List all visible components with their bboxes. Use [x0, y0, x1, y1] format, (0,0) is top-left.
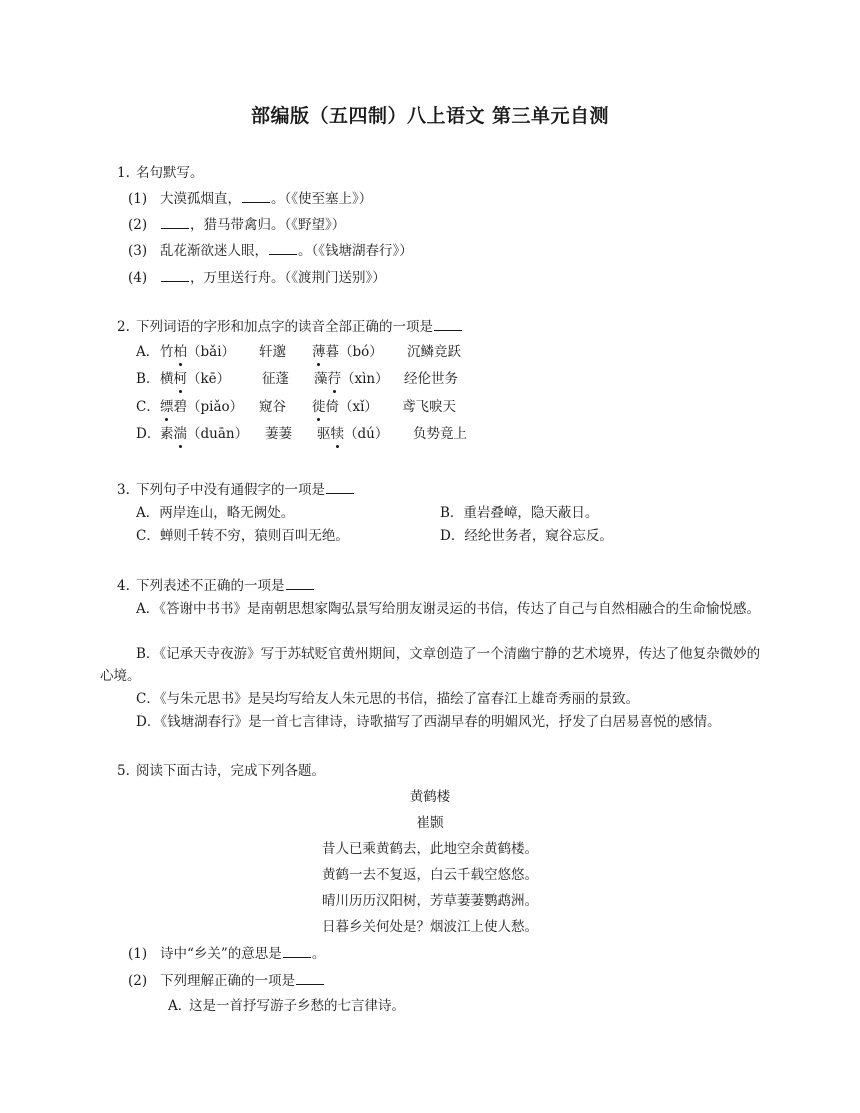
sub-number: (4) — [128, 270, 148, 286]
option-label: A． — [136, 601, 160, 617]
answer-blank[interactable] — [286, 577, 314, 590]
option-text: 蝉则千转不穷，猿则百叫无绝。 — [159, 528, 349, 544]
answer-blank[interactable] — [296, 972, 324, 985]
answer-blank[interactable] — [242, 190, 270, 203]
q4-option-d[interactable] — [100, 711, 768, 733]
poem-line: 黄鹤一去不复返，白云千载空悠悠。 — [322, 867, 538, 883]
option-label: A． — [168, 998, 192, 1014]
option-text: 重岩叠嶂，隐天蔽日。 — [463, 505, 599, 521]
sub-text: 下列理解正确的一项是 — [160, 973, 295, 989]
question-text: 阅读下面古诗，完成下列各题。 — [136, 763, 325, 779]
question-number: 1. — [117, 165, 130, 181]
q4-option-b[interactable] — [100, 643, 768, 687]
word: 征蓬 — [262, 371, 289, 387]
question-text: 下列句子中没有通假字的一项是 — [136, 482, 325, 498]
word-part: （kē） — [187, 371, 231, 387]
word: 窥谷 — [259, 399, 286, 415]
sub-number: (3) — [128, 243, 148, 259]
poem-line: 昔人已乘黄鹤去，此地空余黄鹤楼。 — [322, 841, 538, 857]
word-part: （xìn） — [341, 371, 389, 387]
q3-option-a[interactable] — [136, 503, 294, 523]
option-label: D． — [136, 426, 161, 442]
poem-line: 晴川历历汉阳树，芳草萋萋鹦鹉洲。 — [322, 893, 538, 909]
answer-blank[interactable] — [269, 242, 297, 255]
option-text: 《答谢中书书》是南朝思想家陶弘景写给朋友谢灵运的书信，传达了自己与自然相融合的生命愉悦感。 — [159, 601, 760, 617]
sub-number: (1) — [128, 946, 148, 962]
q3-option-d[interactable] — [440, 526, 613, 546]
sub-text: 。（《钱塘湖春行》） — [298, 243, 413, 259]
sub-number: (2) — [128, 973, 148, 989]
option-text: 《与朱元思书》是吴均写给友人朱元思的书信，描绘了富春江上雄奇秀丽的景致。 — [159, 691, 640, 707]
option-label: A． — [136, 344, 160, 360]
word-part: 驱 — [317, 426, 331, 442]
sub-text: ，万里送行舟。（《渡荆门送别》） — [190, 270, 386, 286]
question-number: 2. — [117, 319, 130, 335]
answer-blank[interactable] — [326, 481, 354, 494]
q3-option-b[interactable] — [440, 503, 598, 523]
q4-option-a[interactable] — [100, 598, 768, 620]
option-label: A． — [136, 505, 160, 521]
word-part: （bǎi） — [187, 344, 236, 360]
word-part: 竹 — [160, 344, 174, 360]
dotted-char: 荇 — [327, 371, 341, 387]
option-label: B． — [440, 505, 464, 521]
dotted-char: 湍 — [173, 426, 187, 442]
word-part: 暮（bó） — [325, 344, 383, 360]
poem-line: 日暮乡关何处是？烟波江上使人愁。 — [322, 919, 538, 935]
word-part: 藻 — [314, 371, 328, 387]
answer-blank[interactable] — [161, 216, 189, 229]
sub-number: (2) — [128, 217, 148, 233]
option-text: 经纶世务者，窥谷忘反。 — [464, 528, 613, 544]
answer-blank[interactable] — [161, 269, 189, 282]
option-label: C． — [136, 528, 160, 544]
word: 沉鳞竞跃 — [407, 344, 461, 360]
question-number: 4. — [117, 578, 130, 594]
poem-title: 黄鹤楼 — [409, 789, 451, 805]
dotted-char: 徙 — [312, 399, 326, 415]
word: 经伦世务 — [404, 371, 458, 387]
sub-text: 诗中“乡关”的意思是 — [160, 946, 282, 962]
sub-text: 。（《使至塞上》） — [271, 191, 373, 207]
option-text: 这是一首抒写游子乡愁的七言律诗。 — [189, 998, 405, 1014]
dotted-char: 柯 — [173, 371, 187, 387]
word: 轩邈 — [259, 344, 286, 360]
word: 鸢飞唳天 — [402, 399, 456, 415]
option-label: B． — [136, 646, 160, 662]
option-label: C． — [136, 399, 160, 415]
q4-option-c[interactable] — [100, 688, 768, 710]
question-text: 下列表述不正确的一项是 — [136, 578, 285, 594]
dotted-char: 薄 — [312, 344, 326, 360]
sub-text: 大漠孤烟直， — [160, 191, 241, 207]
option-label: C． — [136, 691, 160, 707]
word-part: （dú） — [344, 426, 389, 442]
word-part: （duān） — [187, 426, 249, 442]
sub-text: ，猎马带禽归。（《野望》） — [190, 217, 346, 233]
sub-text: 。 — [311, 946, 326, 962]
page-title: 部编版（五四制）八上语文 第三单元自测 — [250, 105, 610, 127]
q3-option-c[interactable] — [136, 526, 349, 546]
question-text: 名句默写。 — [136, 165, 204, 181]
option-label: B． — [136, 371, 160, 387]
dotted-char: 缥 — [160, 399, 174, 415]
question-number: 3. — [117, 482, 130, 498]
word: 负势竟上 — [413, 426, 467, 442]
sub-number: (1) — [128, 191, 148, 207]
option-label: D． — [136, 714, 161, 730]
option-text: 《记承天寺夜游》写于苏轼贬官黄州期间，文章创造了一个清幽宁静的艺术境界，传达了他复杂微妙的心境。 — [100, 646, 761, 684]
word-part: 横 — [160, 371, 174, 387]
option-label: D． — [440, 528, 465, 544]
word: 萋萋 — [265, 426, 292, 442]
word-part: 碧（piǎo） — [173, 399, 244, 415]
question-number: 5. — [117, 763, 130, 779]
sub-text: 乱花渐欲迷人眼， — [160, 243, 268, 259]
option-text: 《钱塘湖春行》是一首七言律诗，诗歌描写了西湖早春的明媚风光，抒发了白居易喜悦的感情。 — [160, 714, 721, 730]
word-part: 素 — [160, 426, 174, 442]
answer-blank[interactable] — [283, 945, 311, 958]
poem-author: 崔颢 — [416, 815, 444, 831]
answer-blank[interactable] — [434, 318, 462, 331]
word-part: 倚（xǐ） — [325, 399, 378, 415]
dotted-char: 柏 — [173, 344, 187, 360]
dotted-char: 犊 — [330, 426, 344, 442]
option-text: 两岸连山，略无阙处。 — [159, 505, 295, 521]
question-text: 下列词语的字形和加点字的读音全部正确的一项是 — [136, 319, 433, 335]
